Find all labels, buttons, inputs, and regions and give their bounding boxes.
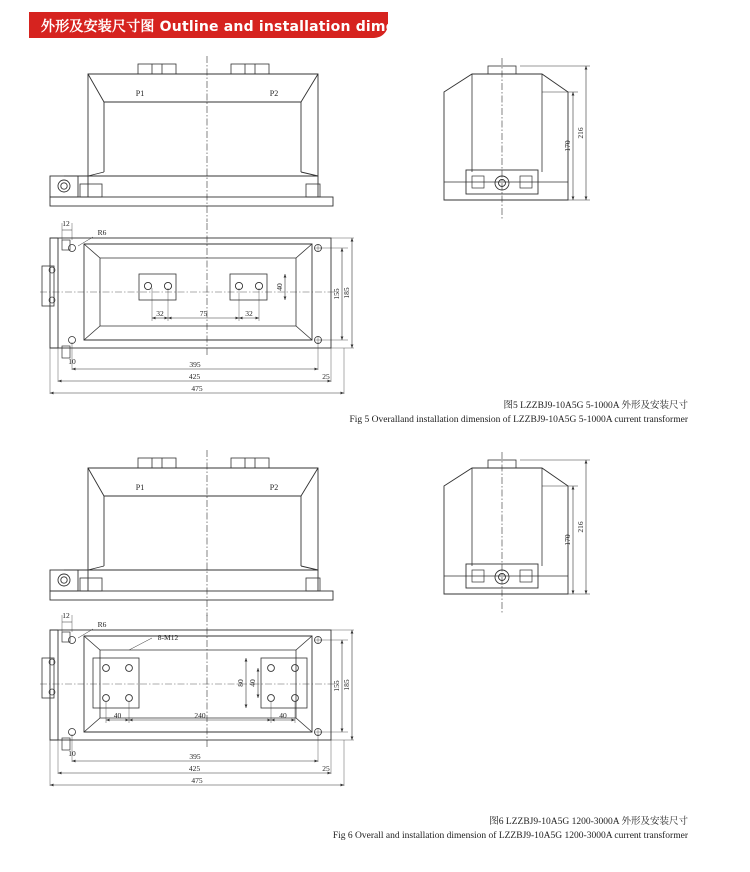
fig6-front-view-terminal-p2: P2 [269, 483, 279, 492]
fig6-plan-view-dim-overall-width: 475 [191, 776, 203, 785]
fig5-plan-view-dim-pad-left: 32 [156, 309, 164, 318]
fig5-plan-view-dim-right-gap: 25 [322, 372, 330, 381]
figure-5-caption-cn: 图5 LZZBJ9-10A5G 5-1000A 外形及安装尺寸 [503, 401, 688, 411]
fig6-plan-view-dim-pad-height: 80 [236, 679, 245, 687]
fig5-front-view [50, 56, 333, 222]
fig6-plan-view [40, 611, 354, 786]
fig5-plan-view-dim-pad-gap: 75 [199, 309, 208, 318]
section-title: 外形及安装尺寸图 Outline and installation dimension [41, 19, 440, 35]
fig6-side-view-dim-height-inner: 170 [563, 534, 572, 546]
fig5-side-view-dim-height-overall: 216 [576, 127, 585, 139]
fig5-plan-view [40, 219, 354, 394]
fig6-side-view-dim-height-overall: 216 [576, 521, 585, 533]
fig6-plan-view-dim-edge: 10 [68, 749, 76, 758]
fig5-plan-view-dim-edge: 10 [68, 357, 76, 366]
fig5-side-view [444, 58, 590, 220]
fig6-side-view [444, 452, 590, 614]
figure-5-caption-en: Fig 5 Overalland installation dimension of LZZBJ9-10A5G 5-1000A current transformer [349, 415, 688, 425]
fig5-plan-view-dim-slot: 12 [62, 219, 70, 228]
fig5-plan-view-dim-mount-span: 395 [189, 360, 201, 369]
fig6-plan-view-dim-bolt-pitch: 40 [248, 679, 257, 687]
fig5-plan-view-dim-depth-overall: 185 [342, 287, 351, 299]
fig6-plan-view-bolt-label: 8-M12 [157, 633, 179, 642]
figure-6-caption-cn: 图6 LZZBJ9-10A5G 1200-3000A 外形及安装尺寸 [489, 817, 688, 827]
fig6-plan-view-dim-pad-gap: 240 [194, 711, 206, 720]
fig5-plan-view-dim-pad-height: 40 [275, 283, 284, 291]
fig6-plan-view-dim-slot: 12 [62, 611, 70, 620]
fig6-plan-view-dim-depth-inner: 155 [332, 680, 341, 692]
fig5-front-view-terminal-p1: P1 [135, 89, 145, 98]
fig6-front-view [50, 450, 333, 616]
figure-6-caption-en: Fig 6 Overall and installation dimension of LZZBJ9-10A5G 1200-3000A current transformer [332, 831, 688, 841]
fig5-plan-view-dim-base-width: 425 [188, 372, 201, 381]
fig6-plan-view-dim-pad-right: 40 [279, 711, 287, 720]
fig6-plan-view-dim-base-width: 425 [188, 764, 201, 773]
fig6-plan-view-dim-depth-overall: 185 [342, 679, 351, 691]
fig5-plan-view-dim-pad-right: 32 [245, 309, 253, 318]
figure-6-caption [333, 815, 688, 843]
fig6-plan-view-dim-radius: R6 [97, 620, 107, 629]
fig5-plan-view-dim-depth-inner: 155 [332, 288, 341, 300]
fig5-plan-view-dim-radius: R6 [97, 228, 107, 237]
fig6-plan-view-dim-mount-span: 395 [189, 752, 201, 761]
figure-5-caption [349, 399, 688, 427]
fig5-side-view-dim-height-inner: 170 [563, 140, 572, 152]
fig6-plan-view-dim-right-gap: 25 [322, 764, 330, 773]
fig5-plan-view-dim-overall-width: 475 [191, 384, 203, 393]
fig6-plan-view-dim-pad-left: 40 [113, 711, 122, 720]
fig5-front-view-terminal-p2: P2 [269, 89, 279, 98]
fig6-front-view-terminal-p1: P1 [135, 483, 145, 492]
